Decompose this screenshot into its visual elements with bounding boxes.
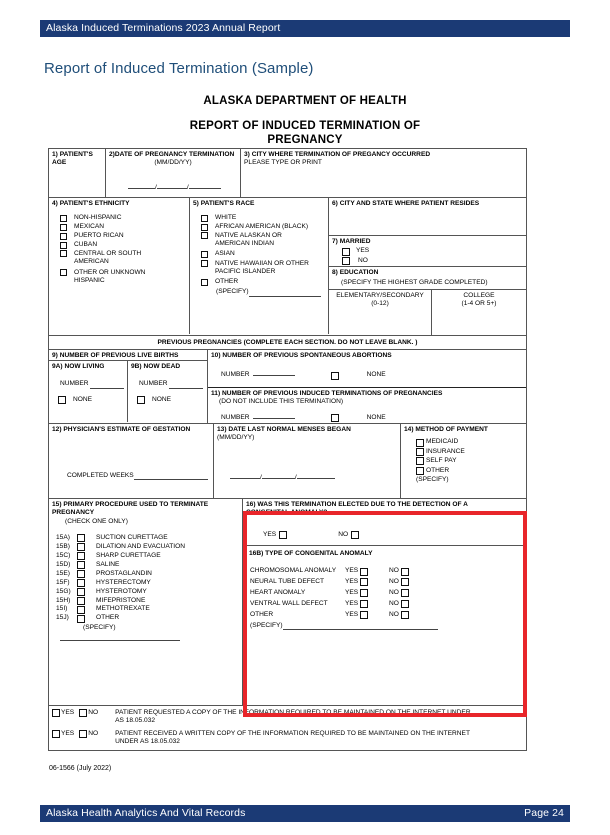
field-patient-age-label-1: 1) PATIENT'S — [52, 151, 93, 158]
checkbox-icon[interactable] — [77, 597, 85, 605]
ethnicity-option-cuban[interactable] — [60, 241, 186, 249]
checkbox-icon[interactable] — [60, 224, 67, 231]
checkbox-icon[interactable] — [52, 709, 60, 717]
field-patient-race — [190, 198, 329, 334]
field-estimate-of-gestation — [49, 424, 214, 498]
payment-option-label: SELF PAY — [426, 457, 457, 465]
form-row-procedure-anomaly — [49, 498, 526, 705]
field-primary-procedure-label-1: 15) PRIMARY PROCEDURE USED TO TERMINATE — [52, 501, 209, 508]
field-method-of-payment-label: 14) METHOD OF PAYMENT — [404, 426, 488, 433]
form-row-2 — [49, 197, 526, 335]
race-specify-input[interactable] — [249, 296, 321, 297]
race-option-label: ASIAN — [215, 250, 235, 258]
checkbox-icon[interactable] — [60, 242, 67, 249]
checkbox-icon[interactable] — [201, 224, 208, 231]
field-education-elementary-label-2: (0-12) — [371, 300, 389, 308]
page-title: Report of Induced Termination (Sample) — [44, 60, 314, 77]
checkbox-icon[interactable] — [77, 543, 85, 551]
field-now-dead — [128, 361, 207, 422]
race-option-asian[interactable] — [201, 250, 325, 258]
spontaneous-abortions-entry-row — [221, 371, 523, 379]
anomaly-yes-option[interactable] — [345, 567, 389, 575]
induced-number-input[interactable] — [253, 418, 295, 419]
procedure-code: 15J) — [56, 614, 69, 622]
checkbox-icon[interactable] — [201, 215, 208, 222]
payment-option-label: OTHER — [426, 466, 450, 474]
checkbox-icon[interactable] — [77, 570, 85, 578]
checkbox-icon[interactable] — [360, 578, 368, 586]
now-living-number-input[interactable] — [90, 388, 124, 389]
checkbox-icon[interactable] — [77, 606, 85, 614]
payment-option-label: MEDICAID — [426, 438, 459, 446]
field-education-header — [329, 267, 526, 279]
page-header-title: Alaska Induced Terminations 2023 Annual Report — [46, 22, 281, 34]
race-specify-row[interactable] — [216, 288, 325, 296]
field-previous-induced-terminations-label: 11) NUMBER OF PREVIOUS INDUCED TERMINATIONS OF PREGNANCIES — [211, 390, 443, 397]
procedure-label: SHARP CURETTAGE — [96, 552, 161, 560]
race-option-label: AFRICAN AMERICAN (BLACK) — [215, 223, 309, 231]
procedure-code: 15I) — [56, 605, 68, 613]
checkbox-icon[interactable] — [79, 730, 87, 738]
procedure-option-other[interactable] — [56, 614, 239, 622]
field-city-state-residence-label: 6) CITY AND STATE WHERE PATIENT RESIDES — [332, 200, 480, 207]
procedure-option-saline[interactable] — [56, 561, 239, 569]
anomaly-no-label: NO — [389, 599, 399, 607]
field-previous-spontaneous-abortions — [208, 350, 526, 387]
anomaly-row-chromosomal — [250, 567, 523, 575]
payment-option-medicaid[interactable] — [416, 438, 523, 446]
anomaly-specify-row[interactable] — [250, 622, 523, 630]
induced-number-label: NUMBER — [221, 413, 250, 421]
now-dead-none-label: NONE — [152, 395, 172, 403]
completed-weeks-input[interactable] — [134, 479, 208, 480]
field-education-sub-label: (SPECIFY THE HIGHEST GRADE COMPLETED) — [341, 279, 488, 286]
field-date-last-menses-sub: (MM/DD/YY) — [217, 434, 255, 442]
race-option-african-american[interactable] — [201, 223, 325, 231]
procedure-option-suction-curettage[interactable] — [56, 534, 239, 542]
page-header-banner — [40, 20, 570, 37]
attestation-row-requested-copy — [49, 705, 526, 727]
field-congenital-anomaly-label-1: 16) WAS THIS TERMINATION ELECTED DUE TO THE DETECTION OF A — [246, 501, 468, 508]
checkbox-icon[interactable] — [137, 396, 145, 404]
field-previous-spontaneous-abortions-label: 10) NUMBER OF PREVIOUS SPONTANEOUS ABORTIONS — [211, 352, 392, 359]
field-patient-ethnicity-label: 4) PATIENT'S ETHNICITY — [52, 200, 130, 207]
procedure-specify-label: (SPECIFY) — [83, 623, 116, 631]
now-living-none-option[interactable] — [58, 396, 124, 404]
checkbox-icon[interactable] — [60, 215, 67, 222]
induced-terminations-entry-row — [221, 414, 523, 422]
field-date-of-termination-label: 2)DATE OF PREGNANCY TERMINATION — [109, 151, 235, 158]
field-primary-procedure — [49, 499, 243, 705]
checkbox-icon[interactable] — [79, 709, 87, 717]
checkbox-icon[interactable] — [77, 579, 85, 587]
anomaly-yes-option[interactable] — [345, 589, 389, 597]
payment-option-self-pay[interactable] — [416, 457, 523, 465]
field-previous-induced-terminations — [208, 387, 526, 423]
married-option-yes[interactable] — [342, 247, 523, 255]
field-estimate-of-gestation-label: 12) PHYSICIAN'S ESTIMATE OF GESTATION — [52, 426, 191, 433]
procedure-specify-input[interactable] — [60, 640, 180, 641]
spontaneous-none-label: NONE — [366, 371, 386, 379]
ethnicity-option-label: PUERTO RICAN — [74, 232, 124, 240]
procedure-label: SALINE — [96, 560, 120, 568]
anomaly-specify-label: (SPECIFY) — [250, 622, 283, 629]
ethnicity-option-central-or-south-american[interactable] — [60, 250, 186, 266]
anomaly-no-label: NO — [389, 589, 399, 596]
procedure-code: 15F) — [56, 578, 70, 586]
checkbox-icon[interactable] — [331, 414, 339, 422]
procedure-option-methotrexate[interactable] — [56, 605, 239, 613]
anomaly-yes-label: YES — [345, 610, 359, 618]
procedure-label: PROSTAGLANDIN — [96, 569, 152, 577]
field-date-last-menses-label: 13) DATE LAST NORMAL MENSES BEGAN — [217, 426, 351, 433]
page-footer-left: Alaska Health Analytics And Vital Records — [46, 807, 246, 819]
field-method-of-payment — [401, 424, 526, 498]
checkbox-icon[interactable] — [360, 589, 368, 597]
field-city-of-termination-label-1: 3) CITY WHERE TERMINATION OF PREGANCY OCCURRED — [244, 151, 431, 158]
anomaly-row-heart — [250, 589, 523, 597]
checkbox-icon[interactable] — [342, 257, 350, 265]
form-title — [0, 119, 610, 147]
field-congenital-anomaly-question — [243, 499, 526, 546]
form-row-gestation — [49, 423, 526, 498]
race-specify-label: (SPECIFY) — [216, 288, 249, 296]
anomaly-row-other — [250, 611, 523, 619]
date-last-menses-input[interactable]: / / — [230, 470, 335, 482]
anomaly-no-option[interactable] — [389, 567, 409, 575]
field-patient-age[interactable] — [49, 149, 106, 197]
anomaly-row-ventral-wall — [250, 600, 523, 608]
field-date-of-termination[interactable] — [106, 149, 241, 197]
anomaly-no-label: NO — [389, 567, 399, 575]
congenital-anomaly-yesno-row — [263, 531, 523, 539]
checkbox-icon[interactable] — [342, 248, 350, 256]
ethnicity-option-label: MEXICAN — [74, 223, 105, 231]
anomaly-no-option[interactable] — [389, 589, 409, 597]
procedure-code: 15E) — [56, 569, 70, 577]
married-option-label: YES — [356, 247, 370, 255]
ethnicity-option-mexican[interactable] — [60, 223, 186, 231]
checkbox-icon[interactable] — [201, 251, 208, 258]
now-dead-number-label: NUMBER — [139, 380, 168, 388]
anomaly-no-label: NO — [389, 610, 399, 618]
checkbox-icon[interactable] — [77, 561, 85, 569]
checkbox-icon[interactable] — [201, 232, 208, 239]
checkbox-icon[interactable] — [60, 250, 67, 257]
checkbox-icon[interactable] — [351, 531, 359, 539]
race-option-label: OTHER — [215, 278, 239, 286]
procedure-code: 15H) — [56, 596, 71, 604]
checkbox-icon[interactable] — [201, 279, 208, 286]
race-option-native-hawaiian-or-other-pacific-islander[interactable] — [201, 260, 325, 276]
field-education-label: 8) EDUCATION — [332, 269, 379, 276]
checkbox-icon[interactable] — [77, 615, 85, 623]
checkbox-icon[interactable] — [416, 448, 424, 456]
spontaneous-number-input[interactable] — [253, 375, 295, 376]
anomaly-yes-option[interactable] — [345, 611, 389, 619]
previous-pregnancies-banner: PREVIOUS PREGNANCIES (COMPLETE EACH SECTION. DO NOT LEAVE BLANK. ) — [49, 335, 526, 349]
field-primary-procedure-label-2: PREGNANCY — [52, 509, 95, 517]
form-number: 06-1566 (July 2022) — [49, 765, 112, 772]
procedure-code: 15B) — [56, 543, 70, 551]
field-married-label: 7) MARRIED — [332, 238, 371, 245]
checkbox-icon[interactable] — [279, 531, 287, 539]
congenital-anomaly-no-label: NO — [338, 530, 349, 538]
attestation-text-line-2: AS 18.05.032 — [115, 717, 156, 725]
anomaly-yes-label: YES — [345, 589, 359, 596]
checkbox-icon[interactable] — [60, 269, 67, 276]
field-now-living-label: 9A) NOW LIVING — [52, 363, 105, 370]
field-type-of-congenital-anomaly-label: 16B) TYPE OF CONGENITAL ANOMALY — [249, 550, 373, 557]
checkbox-icon[interactable] — [401, 578, 409, 586]
procedure-option-prostaglandin[interactable] — [56, 570, 239, 578]
attestation-yes-label: YES — [61, 709, 75, 716]
procedure-option-hysterotomy[interactable] — [56, 588, 239, 596]
field-education-elementary-label-1: ELEMENTARY/SECONDARY — [336, 292, 424, 299]
now-living-none-label: NONE — [73, 395, 93, 403]
anomaly-label: VENTRAL WALL DEFECT — [250, 599, 328, 607]
checkbox-icon[interactable] — [416, 439, 424, 447]
anomaly-yes-option[interactable] — [345, 578, 389, 586]
attestation-text-line-1: PATIENT RECEIVED A WRITTEN COPY OF THE INFORMATION REQUIRED TO BE MAINTAINED ON THE INTERNET — [115, 730, 470, 737]
anomaly-yes-option[interactable] — [345, 600, 389, 608]
anomaly-yes-label: YES — [345, 599, 359, 607]
field-previous-induced-terminations-sub: (DO NOT INCLUDE THIS TERMINATION) — [219, 398, 344, 406]
procedure-label: METHOTREXATE — [96, 605, 150, 613]
now-dead-number-input[interactable] — [169, 388, 203, 389]
page-footer-banner — [40, 805, 570, 822]
organization-title: ALASKA DEPARTMENT OF HEALTH — [203, 95, 407, 107]
field-now-dead-label: 9B) NOW DEAD — [131, 363, 181, 370]
now-dead-number-row[interactable] — [139, 380, 204, 388]
field-congenital-anomaly-block — [243, 499, 526, 705]
field-city-of-termination[interactable] — [241, 149, 526, 197]
procedure-label: MIFEPRISTONE — [96, 596, 146, 604]
checkbox-icon[interactable] — [416, 467, 424, 475]
checkbox-icon[interactable] — [60, 233, 67, 240]
form-title-line-1: REPORT OF INDUCED TERMINATION OF — [189, 120, 421, 132]
field-previous-live-births-label: 9) NUMBER OF PREVIOUS LIVE BIRTHS — [49, 350, 207, 361]
anomaly-no-option[interactable] — [389, 600, 409, 608]
procedure-label: DILATION AND EVACUATION — [96, 543, 186, 551]
checkbox-icon[interactable] — [331, 372, 339, 380]
itop-form — [48, 148, 527, 751]
payment-option-insurance[interactable] — [416, 448, 523, 456]
spontaneous-number-label: NUMBER — [221, 371, 250, 379]
ethnicity-option-label: NON-HISPANIC — [74, 214, 122, 222]
checkbox-icon[interactable] — [401, 589, 409, 597]
field-education-college-label-2: (1-4 OR 5+) — [461, 300, 497, 308]
payment-option-other[interactable] — [416, 467, 523, 475]
form-row-1 — [49, 149, 526, 197]
attestation-text-line-1: PATIENT REQUESTED A COPY OF THE INFORMATION REQUIRED TO BE MAINTAINED ON THE INTERNET UNDER — [115, 709, 471, 716]
checkbox-icon[interactable] — [401, 568, 409, 576]
anomaly-no-option[interactable] — [389, 578, 409, 586]
ethnicity-option-label: OTHER OR UNKNOWN HISPANIC — [74, 269, 146, 285]
ethnicity-option-puerto-rican[interactable] — [60, 232, 186, 240]
procedure-code: 15C) — [56, 552, 71, 560]
married-option-label: NO — [358, 256, 368, 264]
ethnicity-option-other-or-unknown-hispanic[interactable] — [60, 269, 186, 285]
attestation-no-label: NO — [88, 730, 99, 737]
form-right-stack — [329, 198, 526, 335]
field-education-elementary-secondary[interactable] — [329, 290, 432, 335]
date-termination-input[interactable]: / / — [128, 180, 221, 192]
procedure-code: 15G) — [56, 587, 71, 595]
anomaly-specify-input[interactable] — [283, 629, 438, 630]
checkbox-icon[interactable] — [360, 611, 368, 619]
anomaly-label: OTHER — [250, 610, 274, 618]
ethnicity-option-label: CENTRAL OR SOUTH AMERICAN — [74, 250, 142, 266]
race-option-white[interactable] — [201, 214, 325, 222]
field-education-college[interactable] — [432, 290, 526, 335]
procedure-code: 15A) — [56, 534, 70, 542]
anomaly-yes-label: YES — [345, 567, 359, 575]
field-education-college-label-1: COLLEGE — [463, 292, 495, 299]
field-patient-race-label: 5) PATIENT'S RACE — [193, 200, 255, 207]
procedure-label: HYSTERECTOMY — [96, 578, 151, 586]
field-patient-ethnicity — [49, 198, 190, 334]
field-city-state-residence[interactable] — [329, 198, 526, 236]
checkbox-icon[interactable] — [52, 730, 60, 738]
race-option-native-alaskan-or-american-indian[interactable] — [201, 232, 325, 248]
anomaly-label: CHROMOSOMAL ANOMALY — [250, 567, 337, 575]
completed-weeks-row[interactable] — [67, 472, 208, 480]
field-previous-live-births — [49, 350, 208, 423]
now-living-number-label: NUMBER — [60, 380, 89, 388]
field-now-living — [49, 361, 128, 422]
field-previous-abortions-stack — [208, 350, 526, 423]
field-married — [329, 236, 526, 267]
ethnicity-option-non-hispanic[interactable] — [60, 214, 186, 222]
race-option-label: WHITE — [215, 214, 237, 222]
procedure-option-mifepristone[interactable] — [56, 597, 239, 605]
page-footer-right: Page 24 — [524, 807, 564, 819]
payment-option-label: INSURANCE — [426, 447, 465, 455]
married-option-no[interactable] — [342, 257, 523, 265]
checkbox-icon[interactable] — [77, 588, 85, 596]
anomaly-row-neural-tube — [250, 578, 523, 586]
anomaly-no-label: NO — [389, 578, 399, 586]
checkbox-icon[interactable] — [201, 260, 208, 267]
anomaly-no-option[interactable] — [389, 611, 409, 619]
congenital-anomaly-yes-label: YES — [263, 530, 277, 538]
field-education-sub — [329, 279, 526, 289]
anomaly-label: NEURAL TUBE DEFECT — [250, 578, 325, 586]
ethnicity-option-label: CUBAN — [74, 241, 98, 249]
attestation-yes-label: YES — [61, 730, 75, 737]
field-primary-procedure-sub: (CHECK ONE ONLY) — [65, 517, 128, 525]
attestation-text-line-2: UNDER AS 18.05.032 — [115, 738, 180, 746]
completed-weeks-label: COMPLETED WEEKS — [67, 471, 134, 479]
field-congenital-anomaly-label-2: CONGENITAL ANOMALY? — [246, 509, 328, 517]
procedure-label: HYSTEROTOMY — [96, 587, 147, 595]
anomaly-yes-label: YES — [345, 578, 359, 586]
checkbox-icon[interactable] — [360, 600, 368, 608]
race-option-label: NATIVE ALASKAN OR AMERICAN INDIAN — [215, 232, 282, 248]
field-type-of-congenital-anomaly — [243, 546, 526, 704]
field-date-of-termination-sub: (MM/DD/YY) — [154, 159, 192, 167]
procedure-code: 15D) — [56, 560, 71, 568]
checkbox-icon[interactable] — [360, 568, 368, 576]
payment-specify-label: (SPECIFY) — [416, 476, 449, 484]
education-columns — [329, 289, 526, 335]
form-row-previous-pregnancies — [49, 349, 526, 423]
checkbox-icon[interactable] — [77, 552, 85, 560]
checkbox-icon[interactable] — [58, 396, 66, 404]
procedure-label: OTHER — [96, 614, 120, 622]
checkbox-icon[interactable] — [401, 611, 409, 619]
procedure-option-dilation-and-evacuation[interactable] — [56, 543, 239, 551]
field-date-last-menses — [214, 424, 401, 498]
procedure-option-sharp-curettage[interactable] — [56, 552, 239, 560]
race-option-label: NATIVE HAWAIIAN OR OTHER PACIFIC ISLANDER — [215, 260, 309, 276]
race-option-other[interactable] — [201, 278, 325, 286]
now-dead-none-option[interactable] — [137, 396, 204, 404]
anomaly-label: HEART ANOMALY — [250, 589, 306, 596]
attestation-no-label: NO — [88, 709, 99, 716]
checkbox-icon[interactable] — [416, 457, 424, 465]
procedure-option-hysterectomy[interactable] — [56, 579, 239, 587]
procedure-label: SUCTION CURETTAGE — [96, 534, 168, 542]
form-title-line-2: PREGNANCY — [267, 134, 343, 146]
checkbox-icon[interactable] — [401, 600, 409, 608]
field-city-of-termination-label-2: PLEASE TYPE OR PRINT — [244, 159, 322, 167]
attestation-row-received-copy — [49, 727, 526, 750]
induced-none-label: NONE — [366, 413, 386, 421]
field-patient-age-label-2: AGE — [52, 159, 67, 167]
checkbox-icon[interactable] — [77, 534, 85, 542]
previous-live-births-columns — [49, 361, 207, 422]
now-living-number-row[interactable] — [60, 380, 124, 388]
